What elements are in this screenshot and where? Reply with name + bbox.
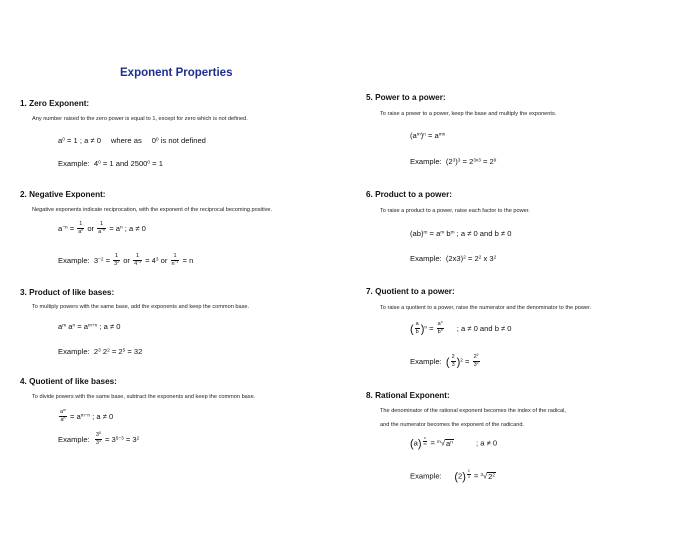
rational-exponent-example: Example: (2) $^{\frac{2}{3}}$ = $^3√2^2$ bbox=[410, 469, 496, 484]
section-3-description: To multiply powers with the same base, add the exponents and keep the common base. bbox=[32, 304, 250, 310]
section-8-description-line-1: The denominator of the rational exponent becomes the index of the radical, bbox=[380, 408, 566, 414]
condition-a-ne-0: a ≠ 0 bbox=[96, 411, 114, 421]
example-label: Example: bbox=[58, 159, 90, 168]
condition-a-b-ne-0: a ≠ 0 and b ≠ 0 bbox=[460, 323, 512, 333]
example-label: Example: bbox=[58, 347, 90, 356]
section-4-heading: 4. Quotient of like bases: bbox=[20, 377, 117, 386]
product-like-bases-rule: $a^m$ $a^n = a^{m+n}$ ; a ≠ 0 bbox=[58, 322, 121, 331]
section-7-heading: 7. Quotient to a power: bbox=[366, 287, 455, 296]
or-text: or bbox=[160, 255, 168, 265]
quotient-to-power-example: Example: ( $\frac{2}{3}$ )$^2$ = $\frac{2^2}{3^2}$ bbox=[410, 353, 479, 369]
or-text: or bbox=[123, 255, 130, 265]
quotient-to-power-rule: ( $\frac{a}{b}$ )$^n$ = $\frac{a^n}{b^n}$ ; a ≠ 0 and b ≠ 0 bbox=[410, 320, 512, 336]
condition-a-ne-0: a ≠ 0 bbox=[84, 136, 101, 145]
quotient-like-bases-rule: $\frac{a^m}{a^n}$ = $a^{m-n}$ ; a ≠ 0 bbox=[60, 408, 114, 424]
example-label: Example: bbox=[410, 356, 442, 366]
or-text: or bbox=[87, 223, 95, 233]
quotient-like-bases-example: Example: $\frac{3^5}{3^3}$ = $3^{5-3} = 3^2$ bbox=[58, 431, 140, 447]
condition-a-ne-0: a ≠ 0 bbox=[128, 223, 146, 233]
product-to-power-rule: $(ab)^m = a^m$ $b^m$ ; a ≠ 0 and b ≠ 0 bbox=[410, 229, 512, 238]
section-5-heading: 5. Power to a power: bbox=[366, 93, 446, 102]
section-2-description: Negative exponents indicate reciprocation, with the exponent of the reciprocal becoming positive. bbox=[32, 207, 273, 213]
section-6-heading: 6. Product to a power: bbox=[366, 190, 452, 199]
not-defined-text: is not defined bbox=[160, 136, 206, 145]
example-label: Example: bbox=[410, 254, 442, 263]
section-7-description: To raise a quotient to a power, raise the numerator and the denominator to the power. bbox=[380, 305, 592, 311]
zero-exponent-example: Example: $4^0 = 1$ and $2500^0 = 1$ bbox=[58, 159, 163, 168]
section-8-description-line-2: and the numerator becomes the exponent of the radicand. bbox=[380, 422, 524, 428]
page-title: Exponent Properties bbox=[120, 67, 233, 79]
section-3-heading: 3. Product of like bases: bbox=[20, 288, 115, 297]
section-6-description: To raise a product to a power, raise each factor to the power. bbox=[380, 208, 530, 214]
rational-exponent-rule: (a) $^{\frac{n}{m}}$ = $^m√a^n$ ; a ≠ 0 bbox=[410, 436, 498, 451]
example-label: Example: bbox=[410, 157, 442, 166]
example-label: Example: bbox=[58, 434, 90, 444]
condition-a-ne-0: a ≠ 0 bbox=[103, 322, 121, 331]
negative-exponent-example: Example: $3^{-2}$ = $\frac{1}{3^2}$ or $\frac{1}{4^{-3}}$ = $4^3$ or $\frac{1}{n^{-1}}$ = n bbox=[58, 253, 194, 268]
section-8-heading: 8. Rational Exponent: bbox=[366, 391, 450, 400]
and-text: and bbox=[115, 159, 129, 168]
section-5-description: To raise a power to a power, keep the base and multiply the exponents. bbox=[380, 111, 557, 117]
condition-a-ne-0: a ≠ 0 bbox=[480, 438, 498, 448]
zero-exponent-rule: $a^0 = 1$ ; a ≠ 0 where as $0^0$ is not defined bbox=[58, 136, 206, 145]
power-to-power-rule: $(a^m)^n = a^{mn}$ bbox=[410, 131, 446, 140]
product-like-bases-example: Example: $2^3$ $2^2 = 2^5 = 32$ bbox=[58, 347, 143, 356]
section-1-description: Any number raised to the zero power is equal to 1, except for zero which is not defined. bbox=[32, 116, 248, 122]
section-1-heading: 1. Zero Exponent: bbox=[20, 99, 90, 108]
product-to-power-example: Example: $(2x3)^2 = 2^2$ x $3^2$ bbox=[410, 254, 497, 263]
power-to-power-example: Example: $(2^3)^3 = 2^{3x3} = 2^9$ bbox=[410, 157, 497, 166]
example-label: Example: bbox=[58, 255, 90, 265]
condition-a-b-ne-0: a ≠ 0 and b ≠ 0 bbox=[460, 229, 512, 238]
negative-exponent-rule: $a^{-n}$ = $\frac{1}{a^n}$ or $\frac{1}{a^{-n}}$ = $a^n$ ; a ≠ 0 bbox=[58, 221, 146, 236]
example-label: Example: bbox=[410, 471, 442, 481]
section-4-description: To divide powers with the same base, subtract the exponents and keep the common base. bbox=[32, 394, 256, 400]
where-as-text: where as bbox=[110, 136, 142, 145]
section-2-heading: 2. Negative Exponent: bbox=[20, 190, 106, 199]
